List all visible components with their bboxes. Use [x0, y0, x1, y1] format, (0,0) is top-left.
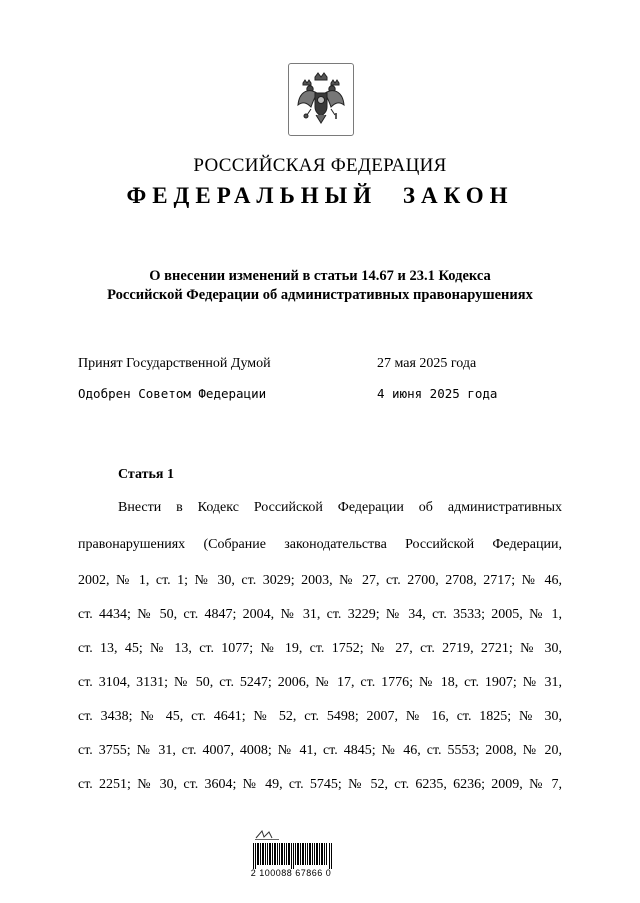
body-line: 2002, № 1, ст. 1; № 30, ст. 3029; 2003, № 27, ст. 2700, 2708, 2717; № 46,: [78, 573, 562, 588]
barcode-icon: [253, 843, 333, 869]
adopted-label: Принят Государственной Думой: [78, 356, 271, 371]
barcode-number: 2 100088 67866 0: [250, 868, 332, 878]
body-line: ст. 3755; № 31, ст. 4007, 4008; № 41, ст. 4845; № 46, ст. 5553; 2008, № 20,: [78, 743, 562, 758]
body-line: ст. 3438; № 45, ст. 4641; № 52, ст. 5498; 2007, № 16, ст. 1825; № 30,: [78, 709, 562, 724]
country-name: РОССИЙСКАЯ ФЕДЕРАЦИЯ: [193, 155, 447, 176]
adopted-date: 27 мая 2025 года: [377, 356, 477, 371]
body-line: Внести в Кодекс Российской Федерации об административных: [118, 500, 562, 515]
body-line: правонарушениях (Собрание законодательства Российской Федерации,: [78, 537, 562, 552]
body-line: ст. 3104, 3131; № 50, ст. 5247; 2006, № 17, ст. 1776; № 18, ст. 1907; № 31,: [78, 675, 562, 690]
law-heading-line-1: О внесении изменений в статьи 14.67 и 23.1 Кодекса: [149, 268, 491, 284]
article-title: Статья 1: [118, 467, 174, 482]
law-heading-line-2: Российской Федерации об административных правонарушениях: [107, 287, 533, 303]
approved-date: 4 июня 2025 года: [377, 386, 498, 401]
registration-stamp-icon: [254, 829, 280, 841]
double-headed-eagle-icon: [295, 69, 347, 129]
body-line: ст. 13, 45; № 13, ст. 1077; № 19, ст. 1752; № 27, ст. 2719, 2721; № 30,: [78, 641, 562, 656]
body-line: ст. 4434; № 50, ст. 4847; 2004, № 31, ст. 3229; № 34, ст. 3533; 2005, № 1,: [78, 607, 562, 622]
law-type-title: ФЕДЕРАЛЬНЫЙ ЗАКОН: [126, 183, 514, 208]
coat-of-arms-emblem: [288, 63, 354, 136]
body-line: ст. 2251; № 30, ст. 3604; № 49, ст. 5745; № 52, ст. 6235, 6236; 2009, № 7,: [78, 777, 562, 792]
approved-label: Одобрен Советом Федерации: [78, 386, 267, 401]
